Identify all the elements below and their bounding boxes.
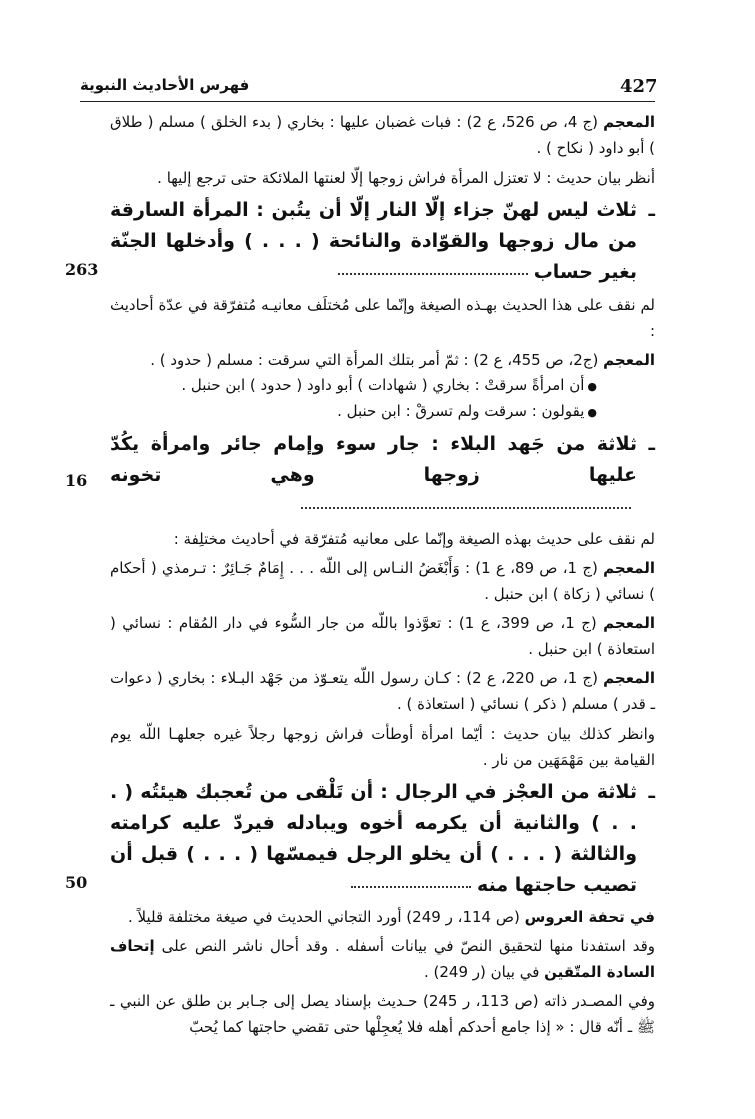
reference-text: (ج 1، ص 89، ع 1) : وَأَبْغَضُ النـاس إلى اللّه . . . إِمَامٌ جَـائِرٌ : تـرمذي ( أحكام ) نسائي ( زكاة ) ابن حنبل . <box>110 559 655 603</box>
source-name: المعجم <box>603 614 655 632</box>
source-name: إتحاف السادة المتّقين <box>110 937 655 981</box>
source-name: المعجم <box>603 669 656 687</box>
hadith-entry <box>65 195 655 288</box>
note-text: في بيان (ر 249) . <box>423 963 540 981</box>
dotted-leader <box>351 886 471 888</box>
reference <box>110 347 655 373</box>
page-number: 427 <box>620 76 658 97</box>
bullet-item: ● يقولون : سرقت ولم تسرقْ : ابن حنبل . <box>110 399 597 425</box>
dotted-leader <box>301 507 631 509</box>
hadith-text: ثلاثة من جَهد البلاء : جار سوء وإمام جائر وامرأة يكُدّ عليها زوجها وهي تخونه <box>110 433 637 486</box>
note: لم نقف على حديث بهذه الصيغة وإنّما على معانيه مُتفرّقة في أحاديث مختلِفة : <box>173 530 655 548</box>
see-also-note: وانظر كذلك بيان حديث : أيّما امرأة أوطأت فراش زوجها رجلاً غيره جعلهـا اللّه يوم القيامة بين مَهْمَهَين من نار . <box>110 725 655 769</box>
reference <box>110 109 655 161</box>
note-text: وقد استفدنا منها لتحقيق النصّ في بيانات أسفله . وقد أحال ناشر النص على <box>161 937 655 955</box>
bullet-item: ● أن امرأةً سرقتْ : بخاري ( شهادات ) أبو داود ( حدود ) ابن حنبل . <box>110 373 597 399</box>
dotted-leader <box>338 273 528 275</box>
source-name: في تحفة العروس <box>524 908 655 926</box>
hadith-entry <box>65 777 655 901</box>
hadith-number: 16 <box>65 471 88 490</box>
header-rule <box>80 101 655 102</box>
page-body <box>65 106 656 1040</box>
see-also-note: أنظر بيان حديث : لا تعتزل المرأة فراش زوجها إلّا لعنتها الملائكة حتى ترجع إليها . <box>157 169 655 187</box>
note <box>110 904 655 930</box>
hadith-number: 50 <box>65 873 88 892</box>
reference-text: (ج 1، ص 399، ع 1) : تعوَّذوا باللّه من جار السُّوء في دار المُقام : نسائي ( استعاذة ) ابن حنبل . <box>110 614 655 658</box>
reference <box>110 610 655 662</box>
hadith-number: 263 <box>65 260 99 279</box>
entry-dash: ـ <box>648 781 655 803</box>
reference-text: (ج 1، ص 220، ع 2) : كـان رسول اللّه يتعـوّذ من جَهْد البـلاء : بخاري ( دعوات ـ قدر ) مسلم ( ذكر ) نسائي ( استعاذة ) . <box>110 669 655 713</box>
note-text: (ص 114، ر 249) أورد التجاني الحديث في صيغة مختلفة قليلاً . <box>128 908 520 926</box>
running-head: فهرس الأحاديث النبوية <box>80 76 250 94</box>
note: لم نقف على هذا الحديث بهـذه الصيغة وإنّما على مُختلَف معانيـه مُتفرّقة في عدّة أحاديث : <box>110 296 655 340</box>
reference-text: (ج 4، ص 526، ع 2) : فبات غضبان عليها : بخاري ( بدء الخلق ) مسلم ( طلاق ) أبو داود ( نكاح ) . <box>110 113 655 157</box>
hadith-text: ثلاث ليس لهنّ جزاء إلّا النار إلّا أن يتُبن : المرأة السارقة من مال زوجها والقوّادة والنائحة ( . . . ) وأدخلها الجنّة بغير حساب <box>110 199 637 283</box>
source-name: المعجم <box>603 559 656 577</box>
source-name: المعجم <box>603 351 655 369</box>
note: وفي المصـدر ذاته (ص 113، ر 245) حـديث بإسناد يصل إلى جـابر بن طلق عن النبي ـ ﷺ ـ أنّه قال : « إذا جامع أحدكم أهله فلا يُعجِلْها حتى تقضي حاجتها كما يُحبّ <box>110 992 656 1036</box>
source-name: المعجم <box>603 113 655 131</box>
reference <box>110 665 655 717</box>
hadith-entry <box>65 429 655 522</box>
entry-dash: ـ <box>648 199 655 221</box>
reference-text: (ج2، ص 455، ع 2) : ثمّ أمر بتلك المرأة التي سرقت : مسلم ( حدود ) . <box>150 351 599 369</box>
hadith-text: ثلاثة من العجْز في الرجال : أن تَلْقى من تُعجبك هيئتُه ( . . . ) والثانية أن يكرمه أخوه ويبادله فيردّ عليه كرامته والثالثة ( . . . ) أن يخلو الرجل فيمسّها ( . . . ) قبل أن تصيب حاجتها منه <box>110 781 637 896</box>
reference <box>110 555 655 607</box>
entry-dash: ـ <box>648 433 655 455</box>
note <box>110 933 655 985</box>
